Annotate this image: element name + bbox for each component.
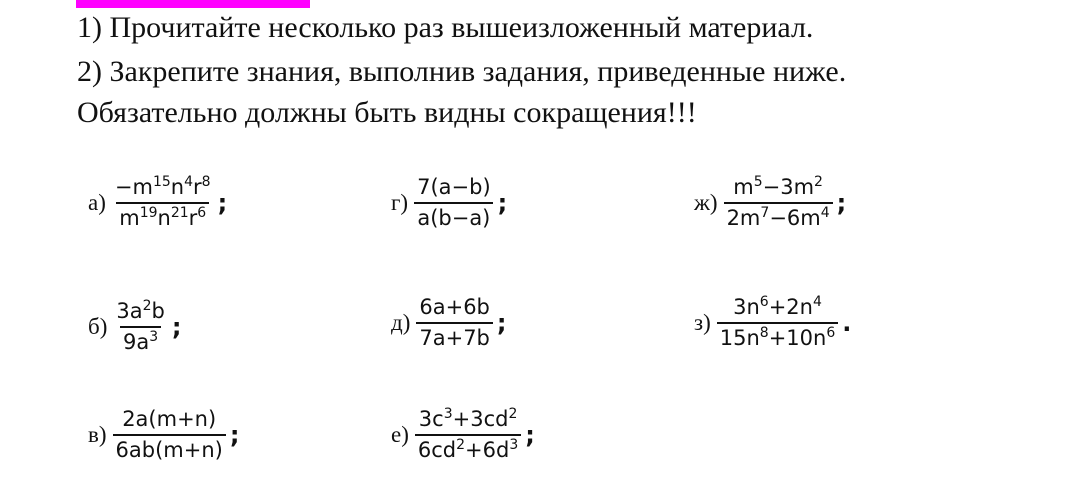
task-g-punctuation: ;: [497, 189, 508, 218]
task-d-punctuation: ;: [496, 309, 507, 338]
task-v: [88, 408, 239, 462]
task-g-fraction: [414, 176, 494, 230]
instruction-line-1: 1) Прочитайте несколько раз вышеизложенный материал.: [77, 11, 814, 44]
task-e-numerator: $3c^3+3cd^2$: [418, 406, 518, 431]
task-g: [391, 176, 507, 230]
task-g-numerator: 7(a−b): [417, 175, 491, 199]
task-b: [88, 300, 181, 354]
task-d-fraction: [416, 296, 493, 350]
task-z-numerator: $3n^6+2n^4$: [733, 294, 822, 319]
task-g-label: г): [391, 190, 409, 216]
task-d: [391, 296, 507, 350]
task-zh-punctuation: ;: [836, 189, 847, 218]
task-d-numerator: 6a+6b: [419, 295, 490, 319]
task-a: [88, 176, 227, 230]
task-d-label: д): [391, 310, 411, 336]
task-a-label: а): [88, 190, 106, 216]
task-v-denominator: 6ab(m+n): [113, 434, 226, 462]
task-a-punctuation: ;: [217, 189, 228, 218]
task-z-punctuation: .: [842, 309, 852, 338]
task-a-denominator: $m^{19}n^{21}r^6$: [116, 202, 209, 230]
task-b-label: б): [88, 314, 108, 340]
task-a-numerator: $-m^{15}n^4r^8$: [114, 174, 211, 199]
task-e: [391, 408, 535, 462]
task-z-denominator: $15n^8+10n^6$: [717, 322, 839, 350]
task-z-fraction: [717, 296, 839, 350]
task-v-label: в): [88, 422, 107, 448]
task-e-denominator: $6cd^2+6d^3$: [415, 434, 521, 462]
task-e-punctuation: ;: [525, 421, 535, 450]
task-b-fraction: [113, 300, 168, 354]
task-v-fraction: [113, 408, 226, 462]
task-zh-fraction: [724, 176, 833, 230]
instruction-line-3: Обязательно должны быть видны сокращения!!!: [77, 96, 697, 129]
task-z-label: з): [694, 310, 711, 336]
task-zh-numerator: $m^5-3m^2$: [733, 174, 823, 199]
task-e-fraction: [415, 408, 521, 462]
task-zh: [694, 176, 846, 230]
task-e-label: е): [391, 422, 409, 448]
task-b-punctuation: ;: [171, 313, 182, 342]
task-d-denominator: 7a+7b: [416, 322, 493, 350]
highlighted-heading-fragment: [76, 0, 310, 8]
task-v-punctuation: ;: [229, 421, 240, 450]
instruction-line-2: 2) Закрепите знания, выполнив задания, приведенные ниже.: [77, 55, 847, 88]
task-zh-label: ж): [694, 190, 718, 216]
task-b-denominator: $9a^3$: [120, 326, 161, 354]
task-b-numerator: $3a^2b$: [116, 298, 165, 323]
task-zh-denominator: $2m^7-6m^4$: [724, 202, 833, 230]
task-v-numerator: 2a(m+n): [122, 407, 217, 431]
task-a-fraction: [112, 176, 214, 230]
task-g-denominator: a(b−a): [414, 202, 493, 230]
task-z: [694, 296, 851, 350]
